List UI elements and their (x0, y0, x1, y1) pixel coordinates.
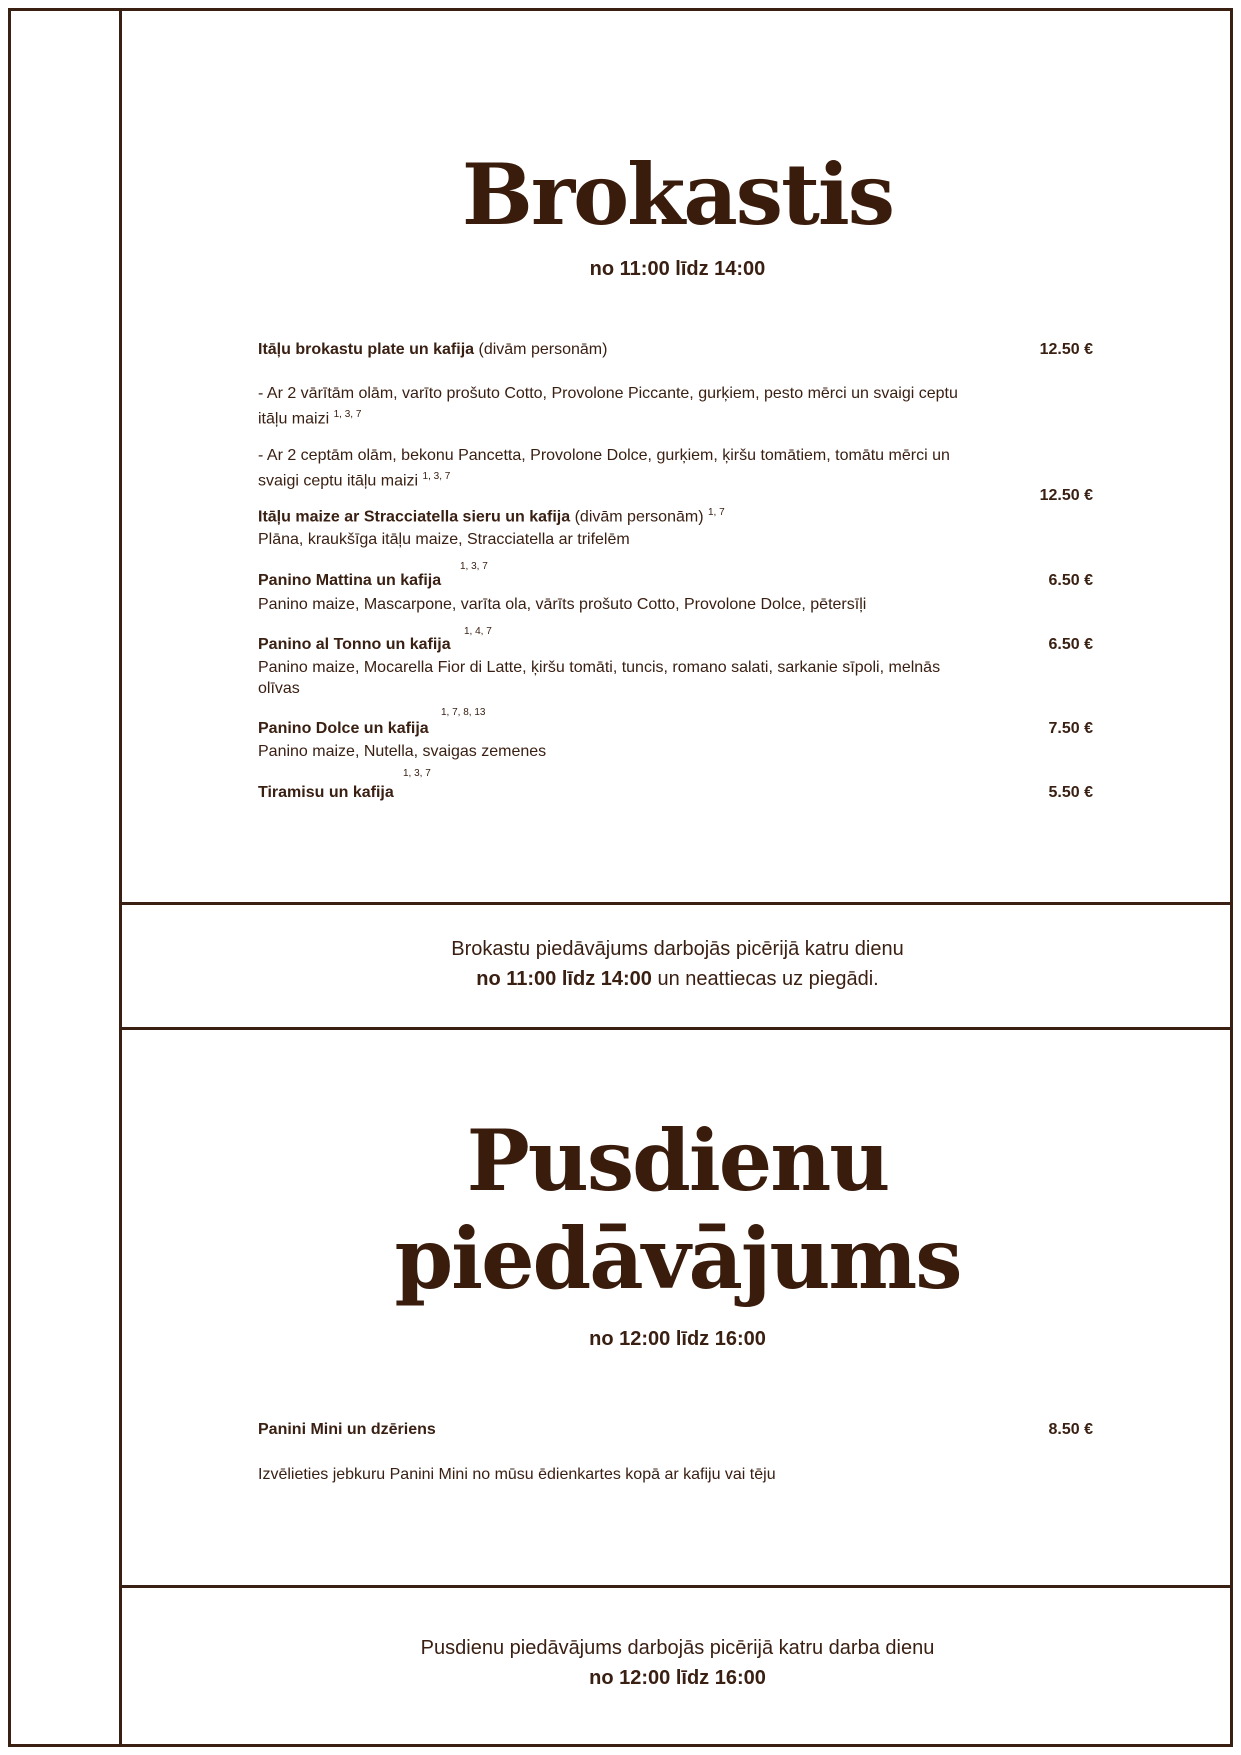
menu-item-price: 6.50 € (1048, 636, 1093, 653)
menu-item-option: - Ar 2 vārītām olām, varīto prošuto Cotto, Provolone Piccante, gurķiem, pesto mērci un svaigi ceptu itāļu maizi $^{1, 3, 7}$ (258, 385, 958, 428)
menu-item-description: Plāna, kraukšīga itāļu maize, Stracciatella ar trifelēm (258, 531, 630, 548)
allergen-codes: 1, 3, 7 (460, 561, 488, 572)
divider-breakfast-footer-bottom (119, 1027, 1233, 1030)
menu-item-name: Panino al Tonno un kafija (258, 636, 451, 653)
allergen-codes: 1, 3, 7 (333, 409, 362, 420)
breakfast-title: Brokastis (461, 145, 894, 244)
menu-item-option: - Ar 2 ceptām olām, bekonu Pancetta, Provolone Dolce, gurķiem, ķiršu tomātiem, tomātu mērci un svaigi ceptu itāļu maizi $^{1, 3, 7}$ (258, 447, 950, 490)
menu-item-description: Panino maize, Mocarella Fior di Latte, ķiršu tomāti, tuncis, romano salati, sarkanie sīpoli, melnās olīvas (258, 659, 941, 697)
breakfast-hours: no 11:00 līdz 14:00 (589, 258, 766, 280)
menu-item-price: 12.50 € (1039, 487, 1093, 504)
lunch-footer: Pusdienu piedāvājums darbojās picērijā katru darba dienu no 12:00 līdz 16:00 (420, 1637, 935, 1689)
menu-item-price: 8.50 € (1048, 1421, 1093, 1438)
menu-item-name: Panini Mini un dzēriens (258, 1421, 436, 1438)
allergen-codes: 1, 3, 7 (403, 768, 431, 779)
menu-item-name: Panino Dolce un kafija (258, 720, 429, 737)
menu-item-name: Panino Mattina un kafija (258, 572, 442, 589)
menu-item-price: 12.50 € (1039, 341, 1093, 358)
menu-item-name: Itāļu maize ar Stracciatella sieru un kafija (divām personām) $^{1, 7}$ (258, 507, 725, 526)
allergen-codes: 1, 3, 7 (422, 471, 451, 482)
menu-item-name: Tiramisu un kafija (258, 784, 394, 801)
allergen-codes: 1, 7 (707, 507, 725, 518)
menu-item-price: 6.50 € (1048, 572, 1093, 589)
menu-item-price: 5.50 € (1048, 784, 1093, 801)
menu-item-name: Itāļu brokastu plate un kafija (divām personām) (258, 341, 608, 358)
menu-item-description: Panino maize, Mascarpone, varīta ola, vārīts prošuto Cotto, Provolone Dolce, pētersīļi (258, 596, 867, 613)
menu-item-description: Panino maize, Nutella, svaigas zemenes (258, 743, 547, 760)
divider-breakfast-footer-top (119, 902, 1233, 905)
menu-item-price: 7.50 € (1048, 720, 1093, 737)
breakfast-footer: Brokastu piedāvājums darbojās picērijā katru dienu no 11:00 līdz 14:00 un neattiecas uz piegādi. (451, 938, 904, 990)
divider-lunch-footer-top (119, 1585, 1233, 1588)
allergen-codes: 1, 7, 8, 13 (441, 707, 486, 718)
menu-item-description: Izvēlieties jebkuru Panini Mini no mūsu ēdienkartes kopā ar kafiju vai tēju (258, 1466, 776, 1483)
lunch-hours: no 12:00 līdz 16:00 (589, 1328, 766, 1350)
allergen-codes: 1, 4, 7 (464, 626, 492, 637)
lunch-title: Pusdienu piedāvājums (394, 1111, 961, 1308)
